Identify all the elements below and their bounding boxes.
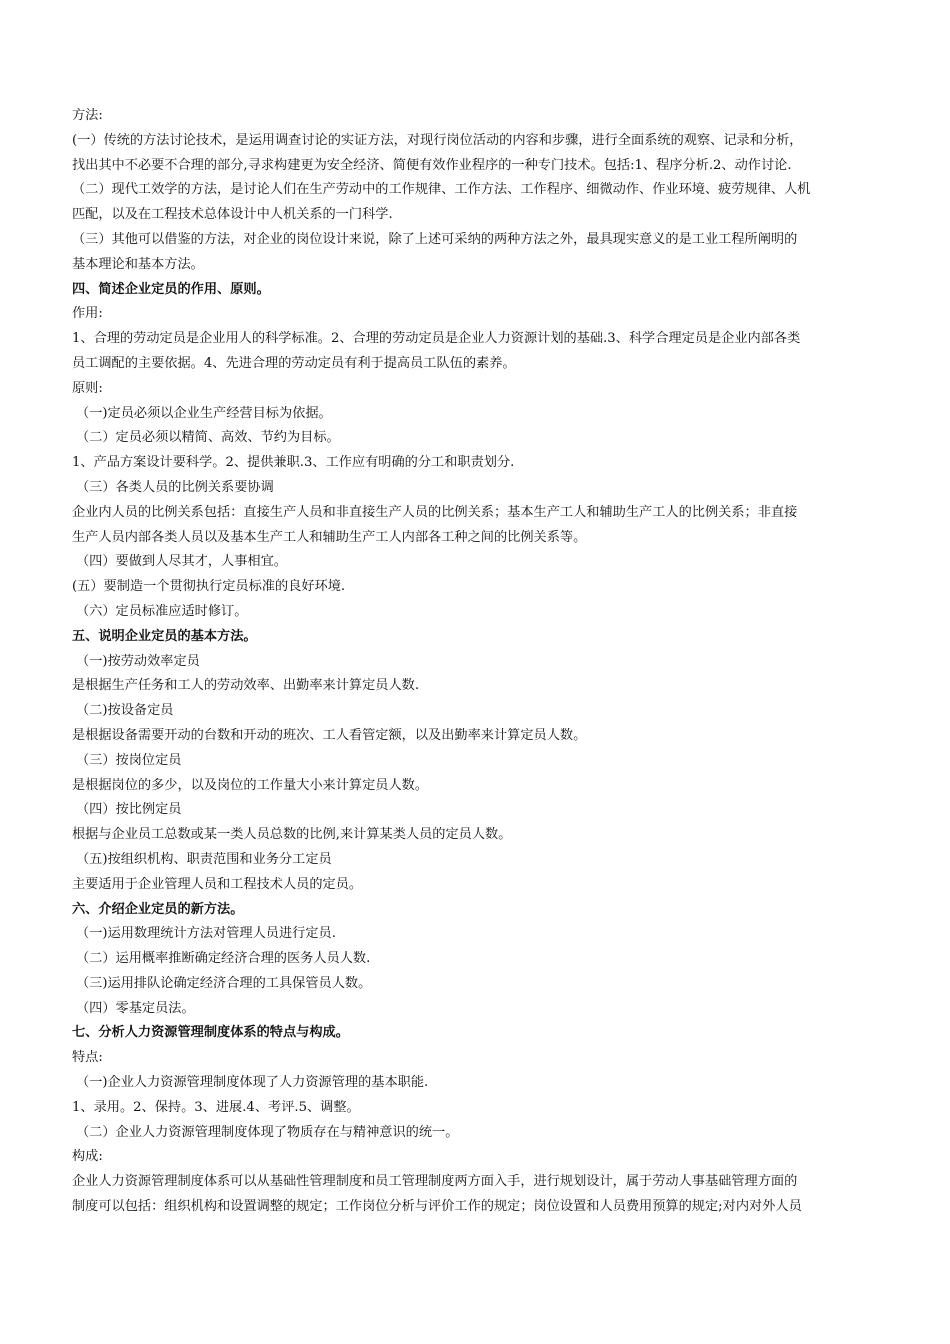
text-line: 1、合理的劳动定员是企业用人的科学标准。2、合理的劳动定员是企业人力资源计划的基础.3、科学合理定员是企业内部各类 — [72, 331, 801, 347]
text-line: 根据与企业员工总数或某一类人员总数的比例,来计算某类人员的定员人数。 — [72, 827, 512, 843]
text-line: 作用: — [72, 306, 103, 322]
text-line: （四）按比例定员 — [76, 802, 182, 818]
text-line: （二)按设备定员 — [76, 703, 174, 719]
text-line: （一)运用数理统计方法对管理人员进行定员. — [76, 926, 336, 942]
text-line: （一)按劳动效率定员 — [76, 653, 200, 669]
text-line: （二）企业人力资源管理制度体现了物质存在与精神意识的统一。 — [76, 1124, 459, 1140]
text-line: 企业人力资源管理制度体系可以从基础性管理制度和员工管理制度两方面入手，进行规划设计，属于劳动人事基础管理方面的 — [72, 1174, 798, 1190]
text-line: 是根据岗位的多少，以及岗位的工作量大小来计算定员人数。 — [72, 777, 429, 793]
text-line: 构成: — [72, 1149, 103, 1165]
text-line: （三）各类人员的比例关系要协调 — [76, 479, 274, 495]
section-heading: 六、介绍企业定员的新方法。 — [72, 901, 244, 917]
text-line: 企业内人员的比例关系包括：直接生产人员和非直接生产人员的比例关系；基本生产工人和辅助生产工人的比例关系；非直接 — [72, 504, 798, 520]
text-line: 主要适用于企业管理人员和工程技术人员的定员。 — [72, 876, 363, 892]
text-line: （一)企业人力资源管理制度体现了人力资源管理的基本职能. — [76, 1075, 429, 1091]
text-line: 是根据生产任务和工人的劳动效率、出勤率来计算定员人数. — [72, 678, 420, 694]
text-line: （三）按岗位定员 — [76, 752, 182, 768]
text-line: 匹配，以及在工程技术总体设计中人机关系的一门科学. — [72, 207, 393, 223]
text-line: 特点: — [72, 1050, 103, 1066]
text-line: 是根据设备需要开动的台数和开动的班次、工人看管定额，以及出勤率来计算定员人数。 — [72, 727, 587, 743]
text-line: (五）要制造一个贯彻执行定员标准的良好环境. — [72, 579, 346, 595]
text-line: （二）定员必须以精简、高效、节约为目标。 — [76, 430, 340, 446]
section-heading: 四、简述企业定员的作用、原则。 — [72, 281, 270, 297]
text-line: （三）其他可以借鉴的方法，对企业的岗位设计来说，除了上述可采纳的两种方法之外，最具现实意义的是工业工程所阐明的 — [72, 231, 798, 247]
text-line: （二）运用概率推断确定经济合理的医务人员人数. — [76, 951, 371, 967]
text-line: 基本理论和基本方法。 — [72, 256, 204, 272]
text-line: （六）定员标准应适时修订。 — [76, 603, 248, 619]
text-line: (一）传统的方法讨论技术，是运用调查讨论的实证方法，对现行岗位活动的内容和步骤，进行全面系统的观察、记录和分析， — [72, 132, 803, 148]
text-line: 员工调配的主要依据。4、先进合理的劳动定员有利于提高员工队伍的素养。 — [72, 355, 516, 371]
text-line: 找出其中不必要不合理的部分,寻求构建更为安全经济、简便有效作业程序的一种专门技术。包括:1、程序分析.2、动作讨论. — [72, 157, 792, 173]
text-line: 原则: — [72, 380, 103, 396]
text-line: （四）要做到人尽其才，人事相宜。 — [76, 554, 287, 570]
text-line: 1、产品方案设计要科学。2、提供兼职.3、工作应有明确的分工和职责划分. — [72, 455, 515, 471]
text-line: （三)运用排队论确定经济合理的工具保管员人数。 — [76, 975, 372, 991]
text-line: （五)按组织机构、职责范围和业务分工定员 — [76, 851, 332, 867]
text-line: 生产人员内部各类人员以及基本生产工人和辅助生产工人内部各工种之间的比例关系等。 — [72, 529, 587, 545]
text-line: （四）零基定员法。 — [76, 1000, 195, 1016]
text-line: 方法: — [72, 108, 103, 123]
text-line: （二）现代工效学的方法，是讨论人们在生产劳动中的工作规律、工作方法、工作程序、细微动作、作业环境、疲劳规律、人机 — [72, 182, 811, 198]
section-heading: 七、分析人力资源管理制度体系的特点与构成。 — [72, 1025, 349, 1041]
text-line: （一)定员必须以企业生产经营目标为依据。 — [76, 405, 332, 421]
section-heading: 五、说明企业定员的基本方法。 — [72, 628, 257, 644]
text-line: 制度可以包括：组织机构和设置调整的规定；工作岗位分析与评价工作的规定；岗位设置和人员费用预算的规定;对内对外人员 — [72, 1199, 802, 1215]
text-line: 1、录用。2、保持。3、进展.4、考评.5、调整。 — [72, 1099, 360, 1115]
